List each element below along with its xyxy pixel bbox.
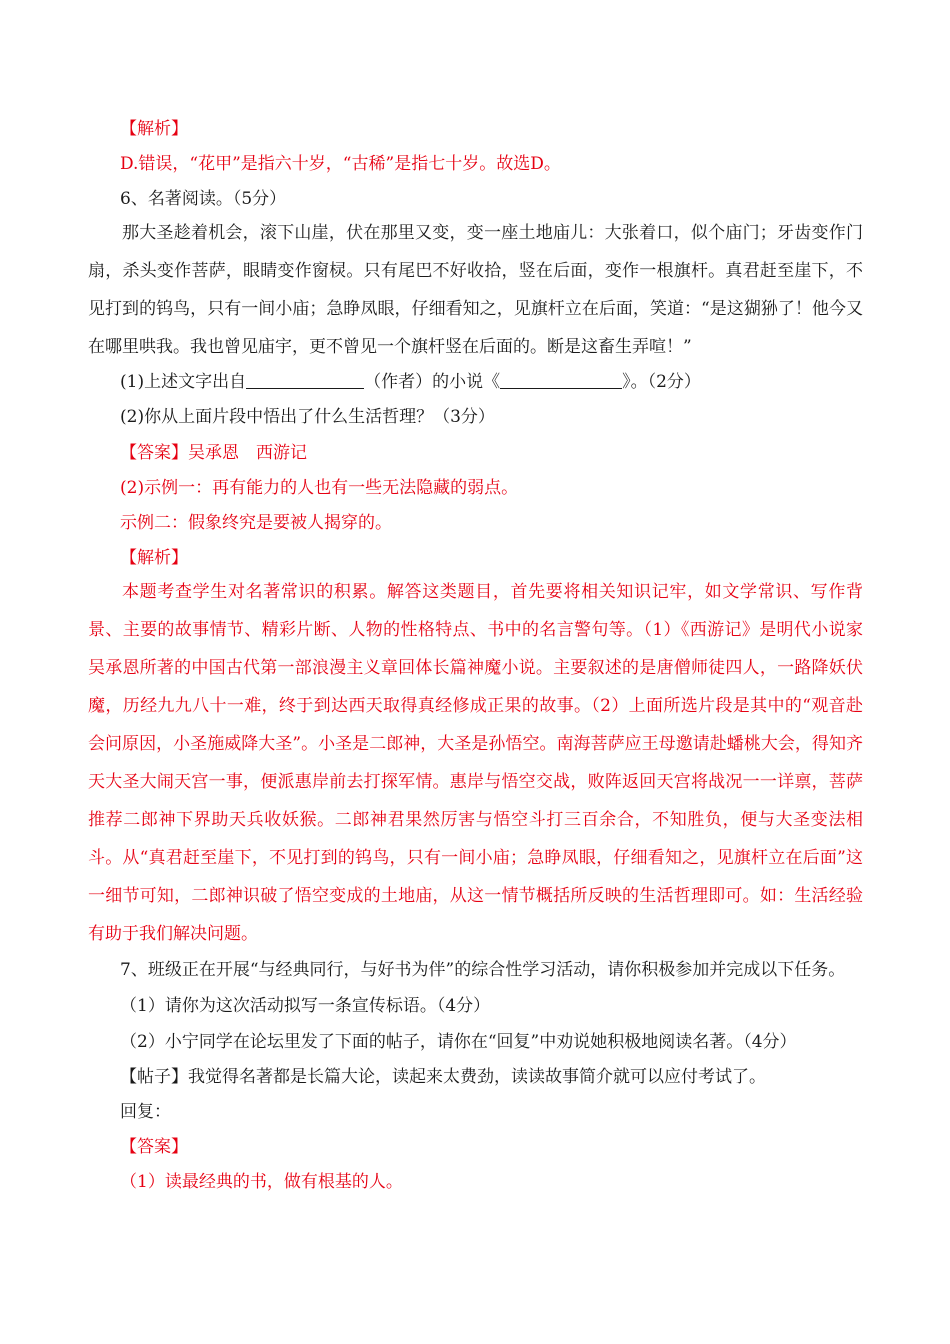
question-7-sub2: （2）小宁同学在论坛里发了下面的帖子，请你在“回复”中劝说她积极地阅读名著。（4分） — [120, 1032, 797, 1052]
question-6-sub1 — [120, 370, 701, 394]
novel-blank — [500, 370, 622, 389]
answer-example-2: 示例二：假象终究是要被人揭穿的。 — [120, 513, 392, 533]
answer-text: 吴承恩 西游记 — [188, 443, 307, 463]
question-7-title: 7、班级正在开展“与经典同行，与好书为伴”的综合性学习活动，请你积极参加并完成以下任务。 — [120, 960, 846, 980]
analysis-text: D.错误，“花甲”是指六十岁，“古稀”是指七十岁。故选D。 — [120, 154, 561, 174]
question-6-answer — [120, 441, 307, 465]
question-6-passage: 那大圣趁着机会，滚下山崖，伏在那里又变，变一座土地庙儿：大张着口，似个庙门；牙齿变作门扇，杀头变作菩萨，眼睛变作窗棂。只有尾巴不好收拾，竖在后面，变作一根旗杆。真君赶至崖下，不见打到的钨鸟，只有一间小庙；急睁凤眼，仔细看知之，见旗杆立在后面，笑道：“是这猢狲了！他今又在哪里哄我。我也曾见庙宇，更不曾见一个旗杆竖在后面的。断是这畜生弄喧！” — [88, 223, 863, 357]
question-7-answer-1: （1）读最经典的书，做有根基的人。 — [120, 1172, 403, 1192]
question-7-reply: 回复： — [120, 1102, 171, 1122]
question-7-post: 【帖子】我觉得名著都是长篇大论，读起来太费劲，读读故事简介就可以应付考试了。 — [120, 1067, 766, 1087]
question-7-sub1: （1）请你为这次活动拟写一条宣传标语。（4分） — [120, 996, 491, 1016]
answer-example-1: (2)示例一：再有能力的人也有一些无法隐藏的弱点。 — [120, 478, 519, 498]
question-7-answer-label: 【答案】 — [120, 1137, 188, 1157]
sub1-text-b: （作者）的小说《 — [364, 372, 501, 392]
sub1-text-c: 》。（2分） — [622, 372, 701, 392]
analysis-label: 【解析】 — [120, 119, 188, 139]
author-blank — [246, 370, 364, 389]
question-6-title: 6、名著阅读。（5分） — [120, 189, 287, 209]
analysis-label-2: 【解析】 — [120, 548, 188, 568]
answer-label: 【答案】 — [120, 443, 188, 463]
question-6-sub2: (2)你从上面片段中悟出了什么生活哲理？（3分） — [120, 407, 495, 427]
sub1-text-a: (1)上述文字出自 — [120, 372, 247, 392]
analysis-text-2: 本题考查学生对名著常识的积累。解答这类题目，首先要将相关知识记牢，如文学常识、写作背景、主要的故事情节、精彩片断、人物的性格特点、书中的名言警句等。（1）《西游记》是明代小说家吴承恩所著的中国古代第一部浪漫主义章回体长篇神魔小说。主要叙述的是唐僧师徒四人，一路降妖伏魔，历经九九八十一难，终于到达西天取得真经修成正果的故事。（2）上面所选片段是其中的“观音赴会问原因，小圣施威降大圣”。小圣是二郎神，大圣是孙悟空。南海菩萨应王母邀请赴蟠桃大会，得知齐天大圣大闹天宫一事，便派惠岸前去打探军情。惠岸与悟空交战，败阵返回天宫将战况一一详禀，菩萨推荐二郎神下界助天兵收妖猴。二郎神君果然厉害与悟空斗打三百余合，不知胜负，便与大圣变法相斗。从“真君赶至崖下，不见打到的钨鸟，只有一间小庙；急睁凤眼，仔细看知之，见旗杆立在后面”这一细节可知，二郎神识破了悟空变成的土地庙，从这一情节概括所反映的生活哲理即可。如：生活经验有助于我们解决问题。 — [88, 582, 863, 944]
